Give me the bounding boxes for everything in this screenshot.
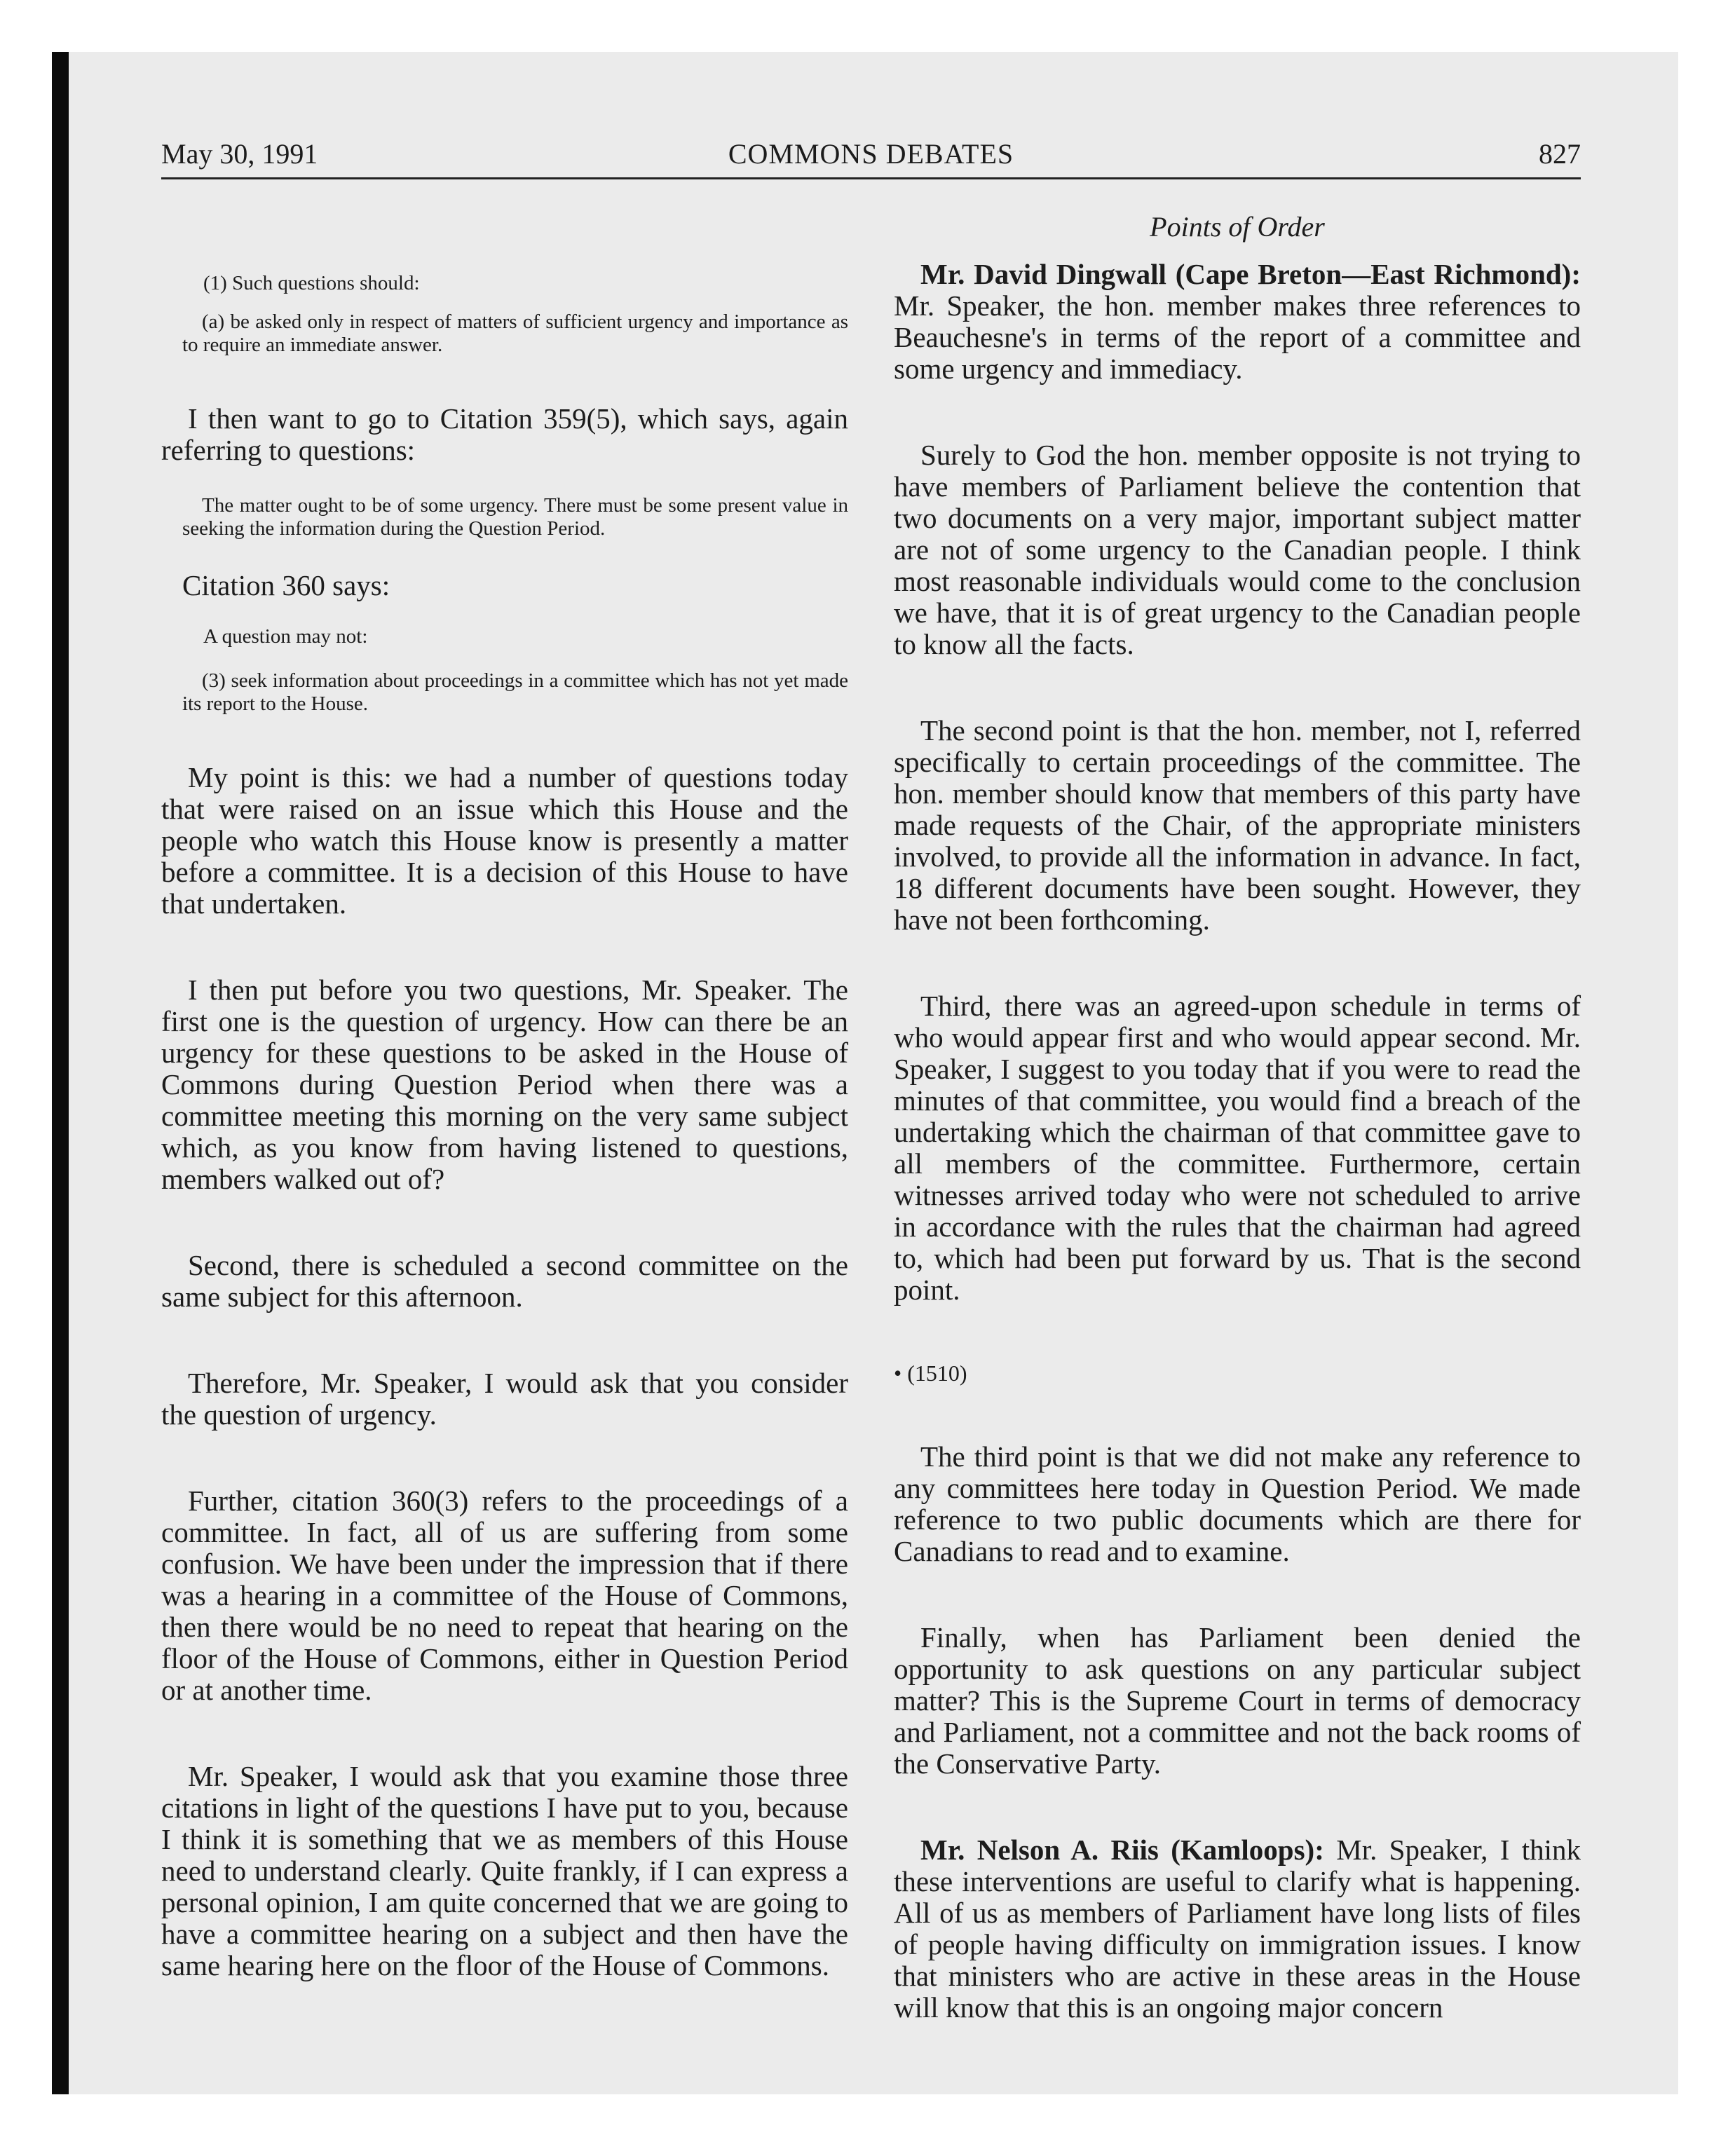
paragraph: Further, citation 360(3) refers to the proceedings of a committee. In fact, all of us are suffering from some confusion. We have been under the impression that if there was a hearing in a committee of the House of Commons, then there would be no need to repeat that hearing on the floor of the House of Commons, either in Question Period or at another time. [161, 1485, 848, 1706]
paragraph: I then want to go to Citation 359(5), which says, again referring to questions: [161, 402, 848, 466]
speaker-name: Mr. David Dingwall (Cape Breton—East Richmond): [920, 258, 1581, 290]
page-number: 827 [1539, 138, 1581, 170]
speaker-paragraph [894, 259, 1581, 385]
quote-block: The matter ought to be of some urgency. There must be some present value in seeking the information during the Question Period. [182, 494, 848, 540]
quote-item-a: (a) be asked only in respect of matters of sufficient urgency and importance as to require an immediate answer. [182, 311, 848, 356]
section-heading: Points of Order [1150, 211, 1325, 243]
paragraph: I then put before you two questions, Mr. Speaker. The first one is the question of urgency. How can there be an urgency for these questions to be asked in the House of Commons during Question Period when there was a committee meeting this morning on the very same subject which, as you know from having listened to questions, members walked out of? [161, 974, 848, 1195]
right-column [894, 210, 1581, 2078]
header-title: COMMONS DEBATES [728, 138, 1014, 170]
paragraph: Surely to God the hon. member opposite is not trying to have members of Parliament believe the contention that two documents on a very major, important subject matter are not of some urgency to the Canadian people. I think most reasonable individuals would come to the conclusion we have, that it is of great urgency to the Canadian people to know all the facts. [894, 439, 1581, 660]
paragraph: The second point is that the hon. member, not I, referred specifically to certain proceedings of the committee. The hon. member should know that members of this party have made requests of the Chair, of the appropriate ministers involved, to provide all the information in advance. In fact, 18 different documents have been sought. However, they have not been forthcoming. [894, 714, 1581, 936]
paragraph: Third, there was an agreed-upon schedule in terms of who would appear first and who would appear second. Mr. Speaker, I suggest to you today that if you were to read the minutes of that committee, you would find a breach of the undertaking which the chairman of that committee gave to all members of the committee. Furthermore, certain witnesses arrived today who were not scheduled to arrive in accordance with the rules that the chairman had agreed to, which had been put forward by us. That is the second point. [894, 990, 1581, 1306]
header-rule [161, 177, 1581, 179]
speaker-name: Mr. Nelson A. Riis (Kamloops): [920, 1834, 1324, 1866]
quote-item: (3) seek information about proceedings in a committee which has not yet made its report to the House. [182, 669, 848, 715]
quote-intro: A question may not: [203, 625, 368, 648]
paragraph: Finally, when has Parliament been denied the opportunity to ask questions on any particular subject matter? This is the Supreme Court in terms of democracy and Parliament, not a committee and not the back rooms of the Conservative Party. [894, 1621, 1581, 1780]
paragraph: Therefore, Mr. Speaker, I would ask that you consider the question of urgency. [161, 1367, 848, 1431]
citation-heading: Citation 360 says: [182, 569, 390, 601]
paragraph: Mr. Speaker, I would ask that you examine those three citations in light of the questions I have put to you, because I think it is something that we as members of this House need to understand clearly. Quite frankly, if I can express a personal opinion, I am quite concerned that we are going to have a committee hearing on a subject and then have the same hearing here on the floor of the House of Commons. [161, 1760, 848, 1981]
paragraph: The third point is that we did not make any reference to any committees here today in Question Period. We made reference to two public documents which are there for Canadians to read and to examine. [894, 1440, 1581, 1567]
left-column [161, 210, 848, 2036]
quote-intro: (1) Such questions should: [203, 272, 420, 294]
speaker-text: Mr. Speaker, the hon. member makes three references to Beauchesne's in terms of the report of a committee and some urgency and immediacy. [894, 289, 1581, 385]
speaker-paragraph [894, 1834, 1581, 2024]
time-marker: • (1510) [894, 1360, 967, 1386]
paragraph: Second, there is scheduled a second committee on the same subject for this afternoon. [161, 1249, 848, 1313]
paragraph: My point is this: we had a number of questions today that were raised on an issue which this House and the people who watch this House know is presently a matter before a committee. It is a decision of this House to have that undertaken. [161, 761, 848, 920]
speaker-text: Mr. Speaker, I think these interventions are useful to clarify what is happening. All of us as members of Parliament have long lists of files of people having difficulty on immigration issues. I know that ministers who are active in these areas in the House will know that this is an ongoing major concern [894, 1834, 1581, 2024]
header-date: May 30, 1991 [161, 138, 318, 170]
page-header [161, 137, 1581, 179]
